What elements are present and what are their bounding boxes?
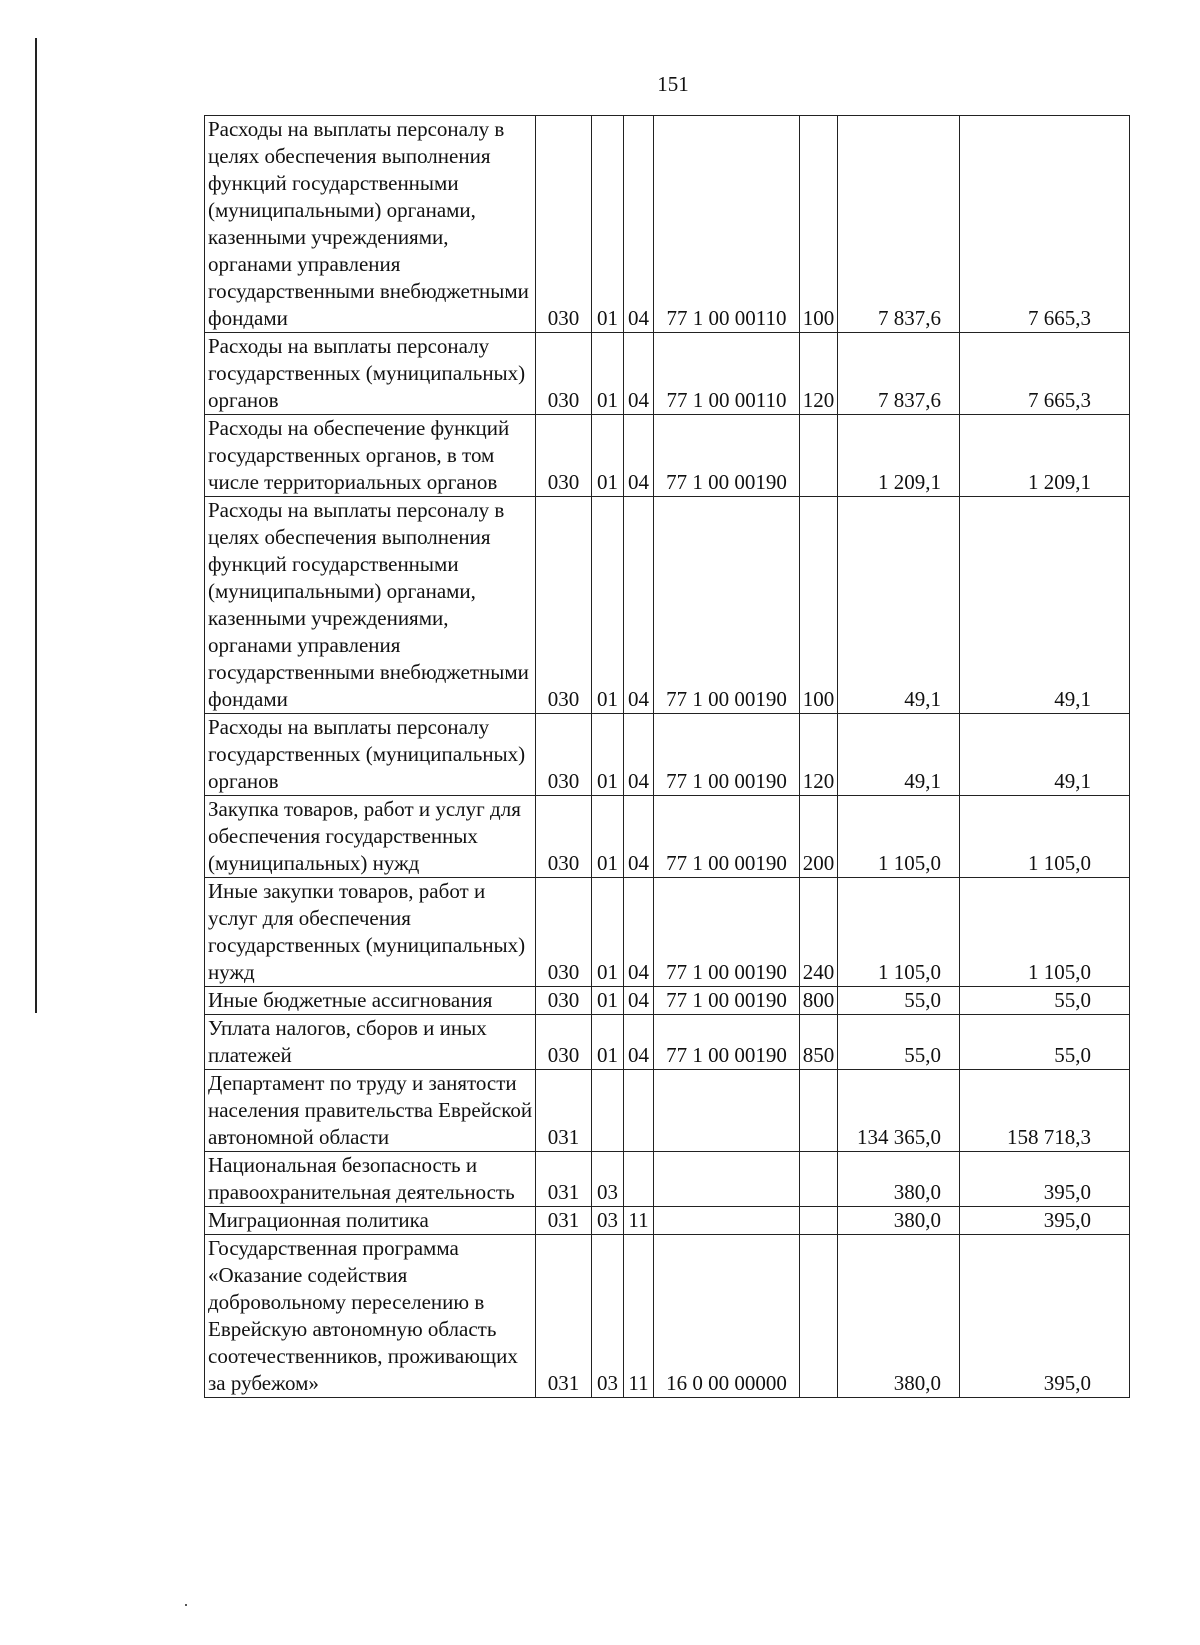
- subsection-code-cell: 04: [624, 116, 654, 333]
- amount-year-2-cell: 1 105,0: [960, 878, 1130, 987]
- section-code-cell: 03: [592, 1152, 624, 1207]
- amount-year-1-cell: 55,0: [838, 987, 960, 1015]
- expense-name-cell: Государственная программа «Оказание содействия добровольному переселению в Еврейскую автономную область соотечественников, проживающих за рубежом»: [205, 1235, 536, 1398]
- amount-year-1-cell: 55,0: [838, 1015, 960, 1070]
- amount-year-2-cell: 395,0: [960, 1235, 1130, 1398]
- amount-year-2-cell: 395,0: [960, 1207, 1130, 1235]
- subsection-code-cell: 11: [624, 1235, 654, 1398]
- expense-type-code-cell: [800, 1235, 838, 1398]
- table-row: [205, 333, 1130, 415]
- section-code-cell: 03: [592, 1235, 624, 1398]
- expense-name-cell: Миграционная политика: [205, 1207, 536, 1235]
- amount-year-2-cell: 7 665,3: [960, 333, 1130, 415]
- target-article-code-cell: [654, 1152, 800, 1207]
- expense-type-code-cell: 100: [800, 497, 838, 714]
- expense-name-cell: Иные бюджетные ассигнования: [205, 987, 536, 1015]
- subsection-code-cell: 04: [624, 333, 654, 415]
- target-article-code-cell: 16 0 00 00000: [654, 1235, 800, 1398]
- table-row: [205, 714, 1130, 796]
- table-row: [205, 1207, 1130, 1235]
- budget-table: [204, 115, 1130, 1398]
- amount-year-1-cell: 1 105,0: [838, 878, 960, 987]
- expense-name-cell: Уплата налогов, сборов и иных платежей: [205, 1015, 536, 1070]
- target-article-code-cell: 77 1 00 00190: [654, 714, 800, 796]
- expense-name-cell: Расходы на выплаты персоналу государственных (муниципальных) органов: [205, 714, 536, 796]
- target-article-code-cell: 77 1 00 00190: [654, 796, 800, 878]
- section-code-cell: 01: [592, 333, 624, 415]
- expense-type-code-cell: 100: [800, 116, 838, 333]
- expense-name-cell: Национальная безопасность и правоохранительная деятельность: [205, 1152, 536, 1207]
- expense-type-code-cell: [800, 1152, 838, 1207]
- subsection-code-cell: 04: [624, 714, 654, 796]
- section-code-cell: 01: [592, 497, 624, 714]
- amount-year-1-cell: 49,1: [838, 714, 960, 796]
- amount-year-2-cell: 7 665,3: [960, 116, 1130, 333]
- table-row: [205, 1070, 1130, 1152]
- table-row: [205, 796, 1130, 878]
- target-article-code-cell: 77 1 00 00190: [654, 878, 800, 987]
- subsection-code-cell: 04: [624, 878, 654, 987]
- expense-type-code-cell: 850: [800, 1015, 838, 1070]
- table-row: [205, 497, 1130, 714]
- target-article-code-cell: 77 1 00 00190: [654, 415, 800, 497]
- page-number: 151: [657, 72, 689, 96]
- section-code-cell: 01: [592, 415, 624, 497]
- target-article-code-cell: [654, 1207, 800, 1235]
- amount-year-2-cell: 49,1: [960, 497, 1130, 714]
- expense-name-cell: Иные закупки товаров, работ и услуг для обеспечения государственных (муниципальных) нужд: [205, 878, 536, 987]
- ministry-code-cell: 030: [536, 714, 592, 796]
- ministry-code-cell: 030: [536, 878, 592, 987]
- table-row: [205, 1015, 1130, 1070]
- amount-year-1-cell: 1 105,0: [838, 796, 960, 878]
- amount-year-1-cell: 7 837,6: [838, 333, 960, 415]
- section-code-cell: 03: [592, 1207, 624, 1235]
- expense-name-cell: Департамент по труду и занятости населения правительства Еврейской автономной области: [205, 1070, 536, 1152]
- ministry-code-cell: 030: [536, 415, 592, 497]
- ministry-code-cell: 030: [536, 116, 592, 333]
- ministry-code-cell: 031: [536, 1070, 592, 1152]
- ministry-code-cell: 030: [536, 333, 592, 415]
- section-code-cell: 01: [592, 796, 624, 878]
- amount-year-1-cell: 380,0: [838, 1152, 960, 1207]
- expense-name-cell: Расходы на обеспечение функций государственных органов, в том числе территориальных органов: [205, 415, 536, 497]
- amount-year-1-cell: 7 837,6: [838, 116, 960, 333]
- subsection-code-cell: 11: [624, 1207, 654, 1235]
- table-row: [205, 116, 1130, 333]
- section-code-cell: 01: [592, 987, 624, 1015]
- amount-year-2-cell: 49,1: [960, 714, 1130, 796]
- ministry-code-cell: 030: [536, 987, 592, 1015]
- expense-type-code-cell: [800, 1070, 838, 1152]
- expense-type-code-cell: 200: [800, 796, 838, 878]
- subsection-code-cell: [624, 1070, 654, 1152]
- amount-year-2-cell: 1 209,1: [960, 415, 1130, 497]
- section-code-cell: [592, 1070, 624, 1152]
- amount-year-2-cell: 158 718,3: [960, 1070, 1130, 1152]
- expense-name-cell: Расходы на выплаты персоналу в целях обеспечения выполнения функций государственными (муниципальными) органами, казенными учреждениями, органами управления государственными внебюджетными фондами: [205, 116, 536, 333]
- budget-table-body: [205, 116, 1130, 1398]
- amount-year-1-cell: 49,1: [838, 497, 960, 714]
- target-article-code-cell: 77 1 00 00190: [654, 1015, 800, 1070]
- ministry-code-cell: 031: [536, 1207, 592, 1235]
- amount-year-1-cell: 380,0: [838, 1235, 960, 1398]
- expense-name-cell: Расходы на выплаты персоналу в целях обеспечения выполнения функций государственными (муниципальными) органами, казенными учреждениями, органами управления государственными внебюджетными фондами: [205, 497, 536, 714]
- amount-year-1-cell: 134 365,0: [838, 1070, 960, 1152]
- expense-type-code-cell: 120: [800, 333, 838, 415]
- subsection-code-cell: 04: [624, 415, 654, 497]
- expense-type-code-cell: [800, 415, 838, 497]
- ministry-code-cell: 030: [536, 1015, 592, 1070]
- target-article-code-cell: [654, 1070, 800, 1152]
- section-code-cell: 01: [592, 1015, 624, 1070]
- expense-type-code-cell: 240: [800, 878, 838, 987]
- table-row: [205, 1235, 1130, 1398]
- margin-line: [35, 38, 37, 1013]
- subsection-code-cell: 04: [624, 796, 654, 878]
- target-article-code-cell: 77 1 00 00190: [654, 987, 800, 1015]
- amount-year-1-cell: 1 209,1: [838, 415, 960, 497]
- section-code-cell: 01: [592, 116, 624, 333]
- ministry-code-cell: 030: [536, 497, 592, 714]
- expense-type-code-cell: 800: [800, 987, 838, 1015]
- subsection-code-cell: 04: [624, 987, 654, 1015]
- amount-year-2-cell: 1 105,0: [960, 796, 1130, 878]
- ministry-code-cell: 030: [536, 796, 592, 878]
- amount-year-2-cell: 55,0: [960, 1015, 1130, 1070]
- subsection-code-cell: 04: [624, 497, 654, 714]
- ministry-code-cell: 031: [536, 1152, 592, 1207]
- expense-name-cell: Расходы на выплаты персоналу государственных (муниципальных) органов: [205, 333, 536, 415]
- target-article-code-cell: 77 1 00 00110: [654, 116, 800, 333]
- ministry-code-cell: 031: [536, 1235, 592, 1398]
- section-code-cell: 01: [592, 878, 624, 987]
- scan-speck: [185, 1604, 187, 1606]
- section-code-cell: 01: [592, 714, 624, 796]
- subsection-code-cell: [624, 1152, 654, 1207]
- table-row: [205, 1152, 1130, 1207]
- target-article-code-cell: 77 1 00 00190: [654, 497, 800, 714]
- subsection-code-cell: 04: [624, 1015, 654, 1070]
- target-article-code-cell: 77 1 00 00110: [654, 333, 800, 415]
- table-row: [205, 987, 1130, 1015]
- table-row: [205, 878, 1130, 987]
- table-row: [205, 415, 1130, 497]
- amount-year-2-cell: 55,0: [960, 987, 1130, 1015]
- expense-type-code-cell: [800, 1207, 838, 1235]
- amount-year-1-cell: 380,0: [838, 1207, 960, 1235]
- amount-year-2-cell: 395,0: [960, 1152, 1130, 1207]
- expense-name-cell: Закупка товаров, работ и услуг для обеспечения государственных (муниципальных) нужд: [205, 796, 536, 878]
- expense-type-code-cell: 120: [800, 714, 838, 796]
